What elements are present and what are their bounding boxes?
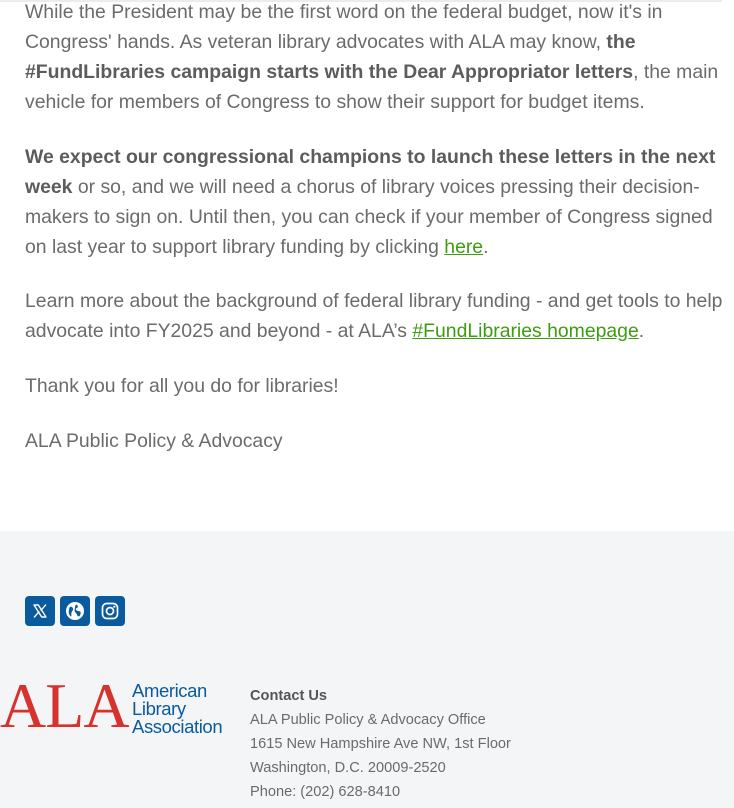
contact-street: 1615 New Hampshire Ave NW, 1st Floor <box>250 736 511 752</box>
logo-word: Library <box>132 698 186 719</box>
footer <box>0 531 734 808</box>
signature: ALA Public Policy & Advocacy <box>25 430 283 452</box>
paragraph-thanks: Thank you for all you do for libraries! <box>25 375 339 397</box>
paragraph-emphasis: We expect our congressional champions to launch these letters in the next week <box>25 146 716 198</box>
paragraph-text: . <box>483 236 489 258</box>
paragraph-text: While the President may be the first word on the federal budget, now it's in Congress' hands. As veteran library advocates with ALA may know, <box>25 1 663 53</box>
contact-city: Washington, D.C. 20009-2520 <box>250 760 446 776</box>
contact-org: ALA Public Policy & Advocacy Office <box>250 712 486 728</box>
logo-word: American <box>132 680 207 701</box>
logo-wordmark <box>132 682 222 736</box>
here-link[interactable]: here <box>444 236 484 258</box>
paragraph-text: , the main vehicle for members of Congress to show their support for budget items. <box>25 61 719 113</box>
social-links <box>25 596 125 626</box>
logo-word: Association <box>132 716 223 737</box>
ala-logo[interactable] <box>0 670 230 741</box>
contact-phone: Phone: (202) 628-8410 <box>250 784 401 800</box>
instagram-icon[interactable] <box>95 596 125 626</box>
paragraph-letters <box>25 142 725 262</box>
fundlibraries-homepage-link[interactable]: #FundLibraries homepage <box>412 320 639 342</box>
paragraph-emphasis: the #FundLibraries campaign starts with the Dear Appropriator letters <box>25 31 636 83</box>
paragraph-appropriations <box>25 0 725 117</box>
logo-mark: ALA <box>0 670 129 741</box>
paragraph-text: Learn more about the background of federal library funding - and get tools to help advocate into FY2025 and beyond - at ALA’s <box>25 290 723 342</box>
contact-title: Contact Us <box>250 688 328 704</box>
paragraph-text: or so, and we will need a chorus of library voices pressing their decision-makers to sign on. Until then, you can check if your member of Congress signed on last year to support library funding by clicking <box>25 176 713 258</box>
contact-info <box>250 684 720 804</box>
x-twitter-icon[interactable] <box>25 596 55 626</box>
globe-icon[interactable] <box>60 596 90 626</box>
paragraph-text: . <box>638 320 645 342</box>
paragraph-learn-more <box>25 286 725 346</box>
